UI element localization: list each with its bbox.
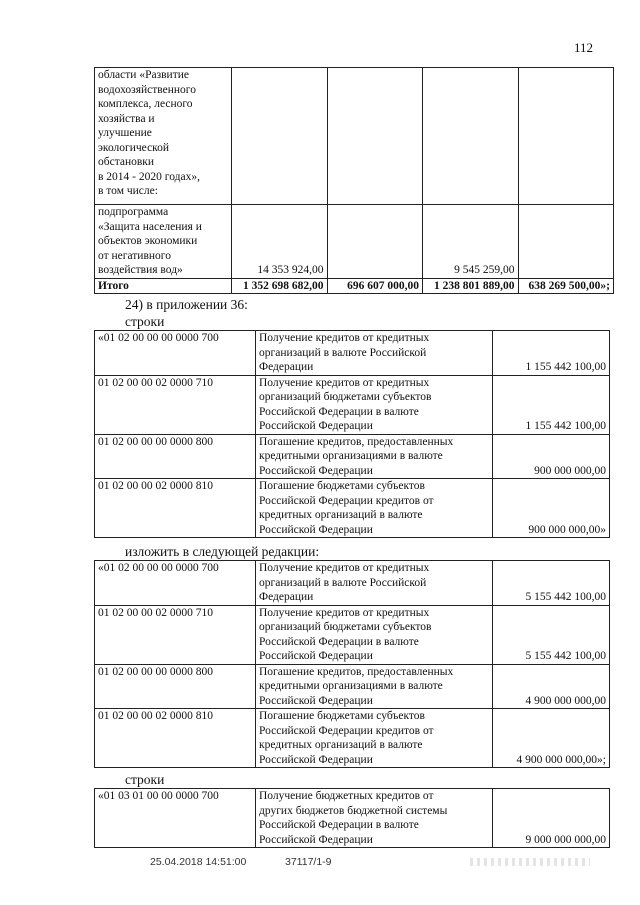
amount-cell: 900 000 000,00» — [493, 479, 610, 538]
text-line: Российской Федерации — [259, 420, 373, 432]
text-line: Погашение бюджетами субъектов — [259, 480, 425, 492]
text-line: Получение кредитов от кредитных — [259, 332, 430, 344]
text-line: Российской Федерации — [259, 523, 373, 536]
text-line: организаций бюджетами субъектов — [259, 621, 432, 633]
amount-cell: 5 155 442 100,00 — [493, 561, 610, 606]
text-line: Российской Федерации кредитов от — [259, 724, 434, 737]
text-line: Федерации — [259, 361, 314, 373]
amount-cell — [232, 68, 328, 205]
section-24-heading: 24) в приложении 36: — [125, 297, 248, 312]
text-line: области «Развитие — [98, 69, 189, 81]
amount-cell — [327, 68, 423, 205]
table-row — [95, 605, 610, 664]
text-line: Российской Федерации — [259, 753, 373, 766]
text-line: воздействия вод» — [98, 264, 183, 276]
table-row — [95, 205, 614, 279]
text-line: Российской Федерации — [259, 650, 373, 662]
description-cell — [256, 375, 493, 434]
amount-cell — [423, 68, 519, 205]
description-cell — [256, 605, 493, 664]
text-line: «Защита населения и — [98, 220, 202, 233]
total-amount-cell: 1 238 801 889,00 — [423, 278, 519, 294]
text-line: в том числе: — [98, 185, 158, 197]
text-line: Получение бюджетных кредитов от — [259, 790, 434, 802]
text-line: организаций бюджетами субъектов — [259, 391, 432, 403]
text-line: Российской Федерации — [259, 464, 373, 477]
text-line: организаций в валюте Российской — [259, 576, 427, 589]
program-name-cell — [95, 205, 232, 279]
old-rows-table — [94, 330, 610, 538]
rows-caption-2: строки — [125, 772, 165, 787]
budget-code-cell: «01 02 00 00 00 0000 700 — [95, 331, 256, 376]
text-line: улучшение — [98, 127, 152, 139]
budget-code-cell: 01 02 00 00 02 0000 710 — [95, 605, 256, 664]
text-line: Российской Федерации в валюте — [259, 635, 419, 648]
table-row — [95, 709, 610, 768]
text-line: Российской Федерации — [259, 694, 373, 707]
total-amount-cell: 638 269 500,00»; — [518, 278, 614, 294]
budget-code-cell: «01 02 00 00 00 0000 700 — [95, 561, 256, 606]
text-line: Погашение кредитов, предоставленных — [259, 665, 454, 678]
text-line: Получение кредитов от кредитных — [259, 562, 430, 574]
table-row — [95, 664, 610, 709]
text-line: от негативного — [98, 249, 171, 262]
text-line: комплекса, лесного — [98, 98, 193, 110]
text-line: экологической — [98, 141, 170, 154]
description-cell — [256, 664, 493, 709]
text-line: кредитных организаций в валюте — [259, 509, 423, 521]
description-cell — [256, 479, 493, 538]
text-line: Получение кредитов от кредитных — [259, 606, 430, 619]
new-rows-table — [94, 560, 610, 768]
text-line: кредитных организаций в валюте — [259, 739, 423, 751]
budget-code-cell: 01 02 00 00 00 0000 800 — [95, 434, 256, 479]
text-line: Получение кредитов от кредитных — [259, 376, 430, 389]
text-line: Федерации — [259, 591, 314, 603]
table-row — [95, 479, 610, 538]
budget-code-cell: «01 03 01 00 00 0000 700 — [95, 789, 256, 848]
page-number: 112 — [574, 40, 594, 55]
amount-cell: 900 000 000,00 — [493, 434, 610, 479]
replace-caption: изложить в следующей редакции: — [125, 544, 320, 559]
text-line: подпрограмма — [98, 206, 169, 218]
text-line: Погашение кредитов, предоставленных — [259, 435, 454, 448]
rows-caption: строки — [125, 314, 165, 329]
total-label: Итого — [95, 278, 232, 294]
text-line: кредитными организациями в валюте — [259, 450, 443, 462]
amount-cell — [518, 205, 614, 279]
budget-code-cell: 01 02 00 00 02 0000 810 — [95, 479, 256, 538]
budget-code-cell: 01 02 00 00 02 0000 810 — [95, 709, 256, 768]
footer-date: 25.04.2018 14:51:00 — [150, 856, 247, 868]
text-line: Погашение бюджетами субъектов — [259, 710, 425, 722]
amount-cell: 9 000 000 000,00 — [493, 789, 610, 848]
text-line: организаций в валюте Российской — [259, 346, 427, 359]
amount-cell: 14 353 924,00 — [232, 205, 328, 279]
total-amount-cell: 1 352 698 682,00 — [232, 278, 328, 294]
description-cell — [256, 561, 493, 606]
scan-smudge — [470, 858, 590, 866]
description-cell — [256, 331, 493, 376]
table-row — [95, 789, 610, 848]
program-name-cell — [95, 68, 232, 205]
text-line: в 2014 - 2020 годах», — [98, 170, 200, 183]
description-cell — [256, 434, 493, 479]
text-line: Российской Федерации в валюте — [259, 405, 419, 418]
table-row — [95, 434, 610, 479]
text-line: обстановки — [98, 156, 155, 168]
text-line: Российской Федерации — [259, 833, 373, 846]
description-cell — [256, 789, 493, 848]
amount-cell: 4 900 000 000,00 — [493, 664, 610, 709]
table-row — [95, 375, 610, 434]
table-row — [95, 68, 614, 205]
description-cell — [256, 709, 493, 768]
amount-cell: 4 900 000 000,00»; — [493, 709, 610, 768]
amount-cell: 1 155 442 100,00 — [493, 375, 610, 434]
total-amount-cell: 696 607 000,00 — [327, 278, 423, 294]
text-line: водохозяйственного — [98, 83, 196, 96]
text-line: других бюджетов бюджетной системы — [259, 804, 448, 817]
total-row — [95, 278, 614, 294]
last-rows-table — [94, 788, 610, 848]
text-line: Российской Федерации в валюте — [259, 819, 419, 831]
amount-cell: 9 545 259,00 — [423, 205, 519, 279]
amount-cell: 5 155 442 100,00 — [493, 605, 610, 664]
text-line: Российской Федерации кредитов от — [259, 494, 434, 507]
table-row — [95, 561, 610, 606]
table-row — [95, 331, 610, 376]
footer-document-code: 37117/1-9 — [285, 856, 332, 868]
text-line: хозяйства и — [98, 112, 155, 125]
text-line: объектов экономики — [98, 235, 198, 247]
budget-continuation-table — [94, 67, 614, 294]
budget-code-cell: 01 02 00 00 02 0000 710 — [95, 375, 256, 434]
amount-cell: 1 155 442 100,00 — [493, 331, 610, 376]
budget-code-cell: 01 02 00 00 00 0000 800 — [95, 664, 256, 709]
amount-cell — [327, 205, 423, 279]
text-line: кредитными организациями в валюте — [259, 680, 443, 692]
amount-cell — [518, 68, 614, 205]
